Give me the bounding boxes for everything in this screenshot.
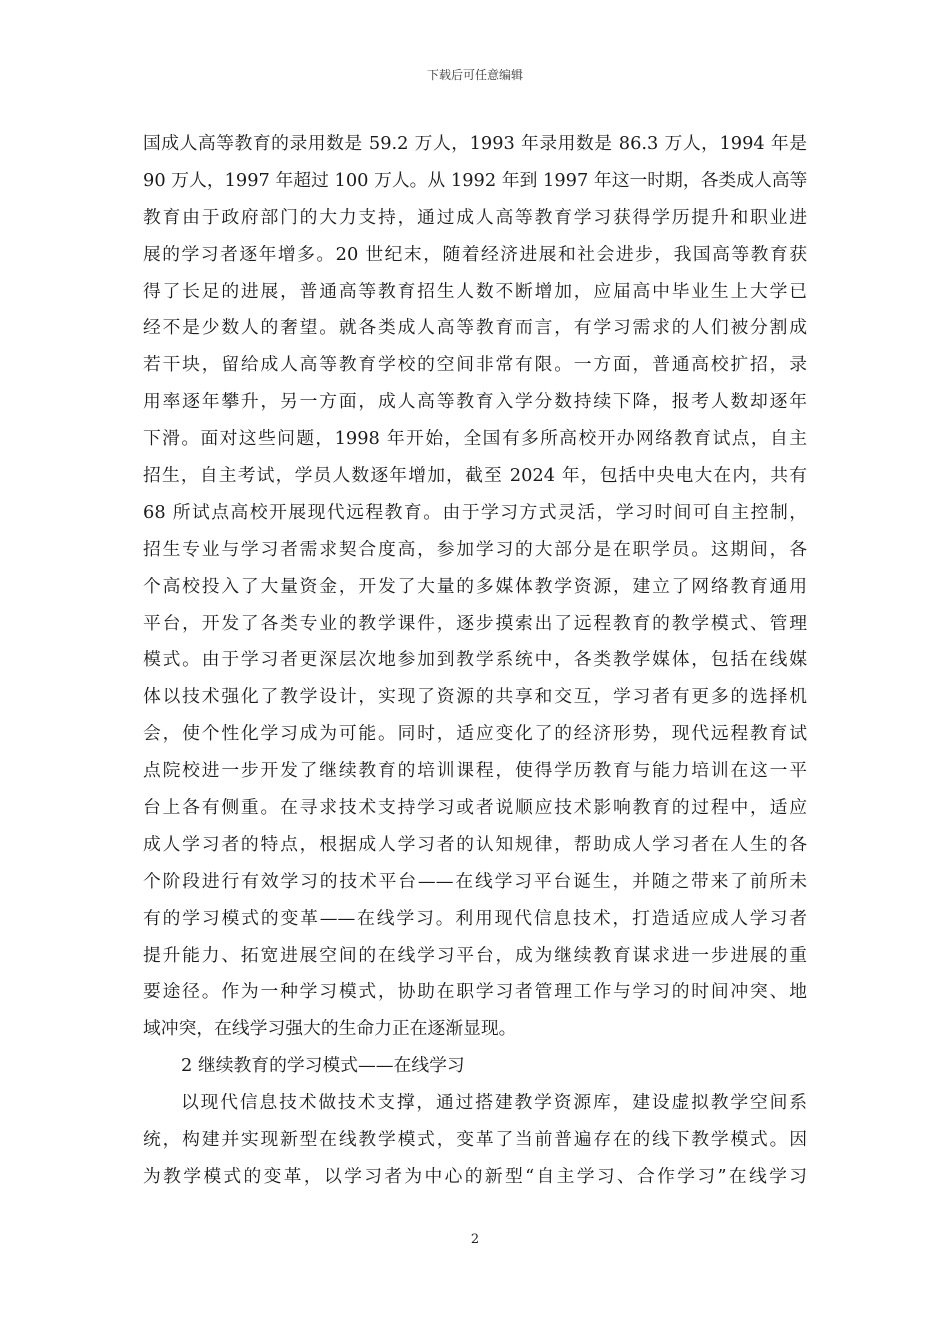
text-line: 为教学模式的变革，以学习者为中心的新型“自主学习、合作学习”在线学习	[143, 1165, 807, 1187]
text-line: 要途径。作为一种学习模式，协助在职学习者管理工作与学习的时间冲突、地	[143, 981, 807, 1003]
text-line: 教育由于政府部门的大力支持，通过成人高等教育学习获得学历提升和职业进	[143, 206, 807, 228]
text-line: 成人学习者的特点，根据成人学习者的认知规律，帮助成人学习者在人生的各	[143, 833, 807, 855]
paragraph-2	[143, 1085, 807, 1196]
body-text	[143, 126, 807, 1196]
text-line: 有的学习模式的变革——在线学习。利用现代信息技术，打造适应成人学习者	[143, 907, 807, 929]
text-line: 招生，自主考试，学员人数逐年增加，截至 2024 年，包括中央电大在内，共有	[143, 465, 807, 487]
text-line: 点院校进一步开发了继续教育的培训课程，使得学历教育与能力培训在这一平	[143, 760, 807, 782]
text-line: 招生专业与学习者需求契合度高，参加学习的大部分是在职学员。这期间，各	[143, 538, 807, 560]
page-header: 下载后可任意编辑	[426, 68, 523, 82]
text-line: 经不是少数人的奢望。就各类成人高等教育而言，有学习需求的人们被分割成	[143, 317, 807, 339]
text-line: 体以技术强化了教学设计，实现了资源的共享和交互，学习者有更多的选择机	[143, 686, 807, 708]
section-heading: 2 继续教育的学习模式——在线学习	[181, 1055, 465, 1077]
text-line: 会，使个性化学习成为可能。同时，适应变化了的经济形势，现代远程教育试	[143, 723, 807, 745]
page-number: 2	[470, 1232, 480, 1247]
text-line: 用率逐年攀升，另一方面，成人高等教育入学分数持续下降，报考人数却逐年	[143, 391, 807, 413]
text-line: 平台，开发了各类专业的教学课件，逐步摸索出了远程教育的教学模式、管理	[143, 612, 807, 634]
text-line: 域冲突，在线学习强大的生命力正在逐渐显现。	[143, 1018, 517, 1040]
text-line: 国成人高等教育的录用数是 59.2 万人，1993 年录用数是 86.3 万人，1994 年是	[143, 133, 807, 154]
text-line: 个阶段进行有效学习的技术平台——在线学习平台诞生，并随之带来了前所未	[143, 870, 807, 892]
text-line: 个高校投入了大量资金，开发了大量的多媒体教学资源，建立了网络教育通用	[143, 575, 807, 597]
text-line: 若干块，留给成人高等教育学校的空间非常有限。一方面，普通高校扩招，录	[143, 354, 807, 376]
text-line: 提升能力、拓宽进展空间的在线学习平台，成为继续教育谋求进一步进展的重	[143, 944, 807, 966]
text-line: 模式。由于学习者更深层次地参加到教学系统中，各类教学媒体，包括在线媒	[143, 649, 807, 671]
text-line: 以现代信息技术做技术支撑，通过搭建教学资源库，建设虚拟教学空间系	[181, 1092, 807, 1114]
paragraph-1	[143, 126, 807, 1048]
text-line: 台上各有侧重。在寻求技术支持学习或者说顺应技术影响教育的过程中，适应	[143, 797, 807, 819]
text-line: 展的学习者逐年增多。20 世纪末，随着经济进展和社会进步，我国高等教育获	[143, 243, 807, 265]
text-line: 90 万人，1997 年超过 100 万人。从 1992 年到 1997 年这一时期，各类成人高等	[143, 169, 807, 191]
text-line: 统，构建并实现新型在线教学模式，变革了当前普遍存在的线下教学模式。因	[143, 1129, 807, 1151]
text-line: 下滑。面对这些问题，1998 年开始，全国有多所高校开办网络教育试点，自主	[143, 428, 807, 450]
text-line: 得了长足的进展，普通高等教育招生人数不断增加，应届高中毕业生上大学已	[143, 280, 807, 302]
text-line: 68 所试点高校开展现代远程教育。由于学习方式灵活，学习时间可自主控制，	[143, 501, 807, 523]
